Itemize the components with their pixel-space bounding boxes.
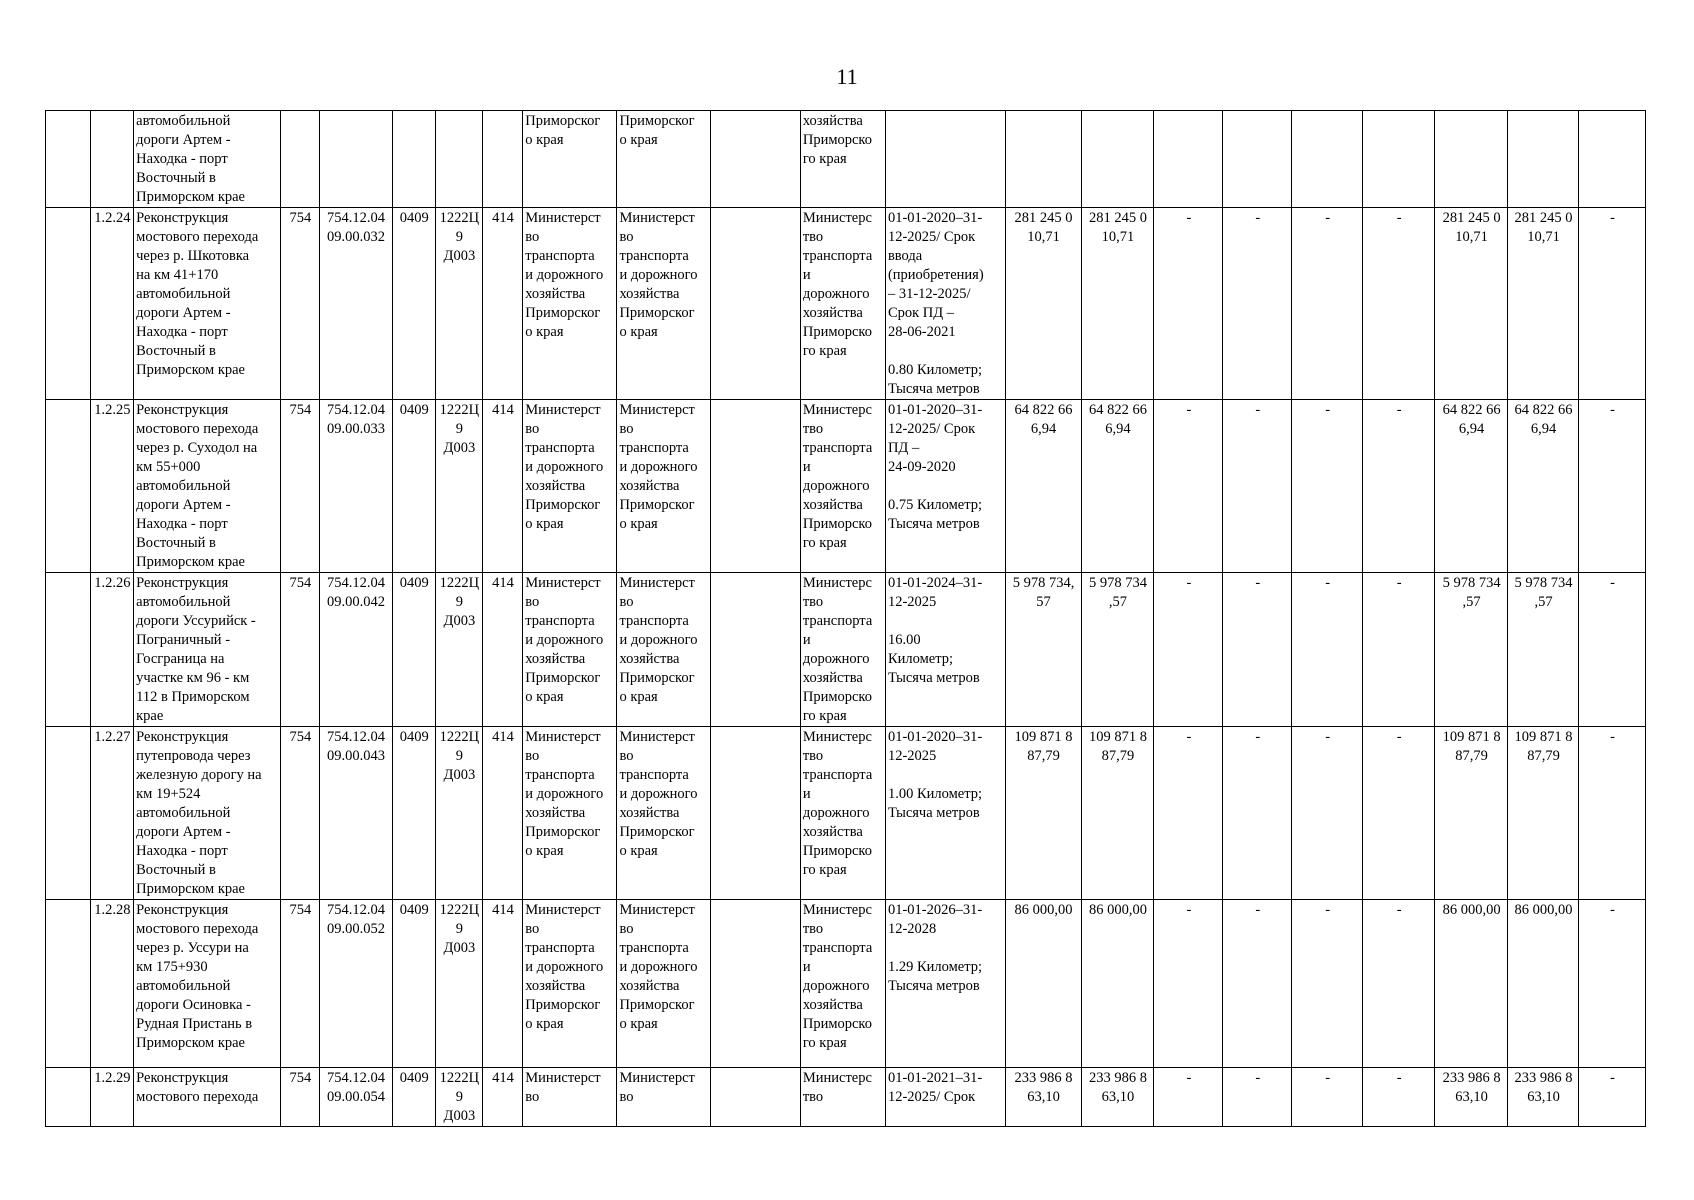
- amount-col-6: -: [1363, 208, 1435, 400]
- amount-col-4: -: [1223, 400, 1292, 573]
- table-row: [46, 573, 1646, 727]
- target-article-code: 1222Ц9 Д003: [436, 900, 483, 1068]
- amount-col-4: -: [1223, 573, 1292, 727]
- amount-col-5: -: [1292, 900, 1363, 1068]
- expense-type-code: 414: [482, 1068, 523, 1127]
- grbs-code: 754: [281, 400, 320, 573]
- amount-regional: 233 986 8 63,10: [1081, 1068, 1154, 1127]
- terms-capacity: 01-01-2020–31- 12-2025/ Срок ввода (приобретения) – 31-12-2025/ Срок ПД – 28-06-2021 0.80 Километр; Тысяча метров: [885, 208, 1005, 400]
- target-article-code: 1222Ц9 Д003: [436, 208, 483, 400]
- section-code: 0409: [392, 573, 436, 727]
- empty-cell: [710, 727, 800, 900]
- empty-cell: [710, 900, 800, 1068]
- empty-cell: [710, 111, 800, 208]
- empty-cell: [710, 208, 800, 400]
- amount-col-3: [1154, 111, 1223, 208]
- amount-regional: 64 822 66 6,94: [1081, 400, 1154, 573]
- owner-org: Министерс тво транспорта и дорожного хозяйства Приморско го края: [800, 727, 885, 900]
- amount-col-5: -: [1292, 400, 1363, 573]
- amount-col-8: 64 822 66 6,94: [1508, 400, 1579, 573]
- customer-org: Министерст во транспорта и дорожного хозяйства Приморског о края: [523, 400, 617, 573]
- grbs-code: 754: [281, 1068, 320, 1127]
- amount-col-3: -: [1154, 573, 1223, 727]
- amount-total: 86 000,00: [1005, 900, 1081, 1068]
- margin-cell: [46, 573, 91, 727]
- customer-org: Приморског о края: [523, 111, 617, 208]
- amount-col-4: [1223, 111, 1292, 208]
- amount-regional: [1081, 111, 1154, 208]
- amount-col-8: 233 986 8 63,10: [1508, 1068, 1579, 1127]
- terms-capacity: 01-01-2021–31- 12-2025/ Срок: [885, 1068, 1005, 1127]
- amount-col-7: 86 000,00: [1435, 900, 1508, 1068]
- amount-col-9: -: [1578, 208, 1645, 400]
- margin-cell: [46, 727, 91, 900]
- owner-org: Министерс тво транспорта и дорожного хозяйства Приморско го края: [800, 400, 885, 573]
- developer-org: Министерст во транспорта и дорожного хозяйства Приморског о края: [617, 400, 710, 573]
- expense-type-code: 414: [482, 727, 523, 900]
- object-name: Реконструкция мостового перехода через р. Уссури на км 175+930 автомобильной дороги Осиновка - Рудная Пристань в Приморском крае: [134, 900, 281, 1068]
- row-number: 1.2.26: [90, 573, 134, 727]
- row-number: 1.2.27: [90, 727, 134, 900]
- amount-col-9: -: [1578, 727, 1645, 900]
- object-code: 754.12.04 09.00.054: [319, 1068, 392, 1127]
- amount-col-6: -: [1363, 727, 1435, 900]
- amount-col-8: 86 000,00: [1508, 900, 1579, 1068]
- amount-col-7: 233 986 8 63,10: [1435, 1068, 1508, 1127]
- target-article-code: 1222Ц9 Д003: [436, 727, 483, 900]
- amount-total: [1005, 111, 1081, 208]
- amount-col-3: -: [1154, 727, 1223, 900]
- page-number: 11: [836, 64, 858, 89]
- empty-cell: [710, 573, 800, 727]
- section-code: 0409: [392, 1068, 436, 1127]
- amount-total: 233 986 8 63,10: [1005, 1068, 1081, 1127]
- amount-col-9: -: [1578, 573, 1645, 727]
- expense-type-code: 414: [482, 900, 523, 1068]
- margin-cell: [46, 208, 91, 400]
- section-code: 0409: [392, 727, 436, 900]
- customer-org: Министерст во транспорта и дорожного хозяйства Приморског о края: [523, 573, 617, 727]
- amount-col-5: -: [1292, 1068, 1363, 1127]
- row-number: 1.2.25: [90, 400, 134, 573]
- empty-cell: [710, 1068, 800, 1127]
- amount-col-8: 281 245 0 10,71: [1508, 208, 1579, 400]
- table-row: [46, 900, 1646, 1068]
- amount-col-3: -: [1154, 1068, 1223, 1127]
- customer-org: Министерст во транспорта и дорожного хозяйства Приморског о края: [523, 727, 617, 900]
- amount-col-8: 5 978 734 ,57: [1508, 573, 1579, 727]
- amount-col-7: 5 978 734 ,57: [1435, 573, 1508, 727]
- amount-col-5: [1292, 111, 1363, 208]
- object-name: автомобильной дороги Артем - Находка - порт Восточный в Приморском крае: [134, 111, 281, 208]
- target-article-code: 1222Ц9 Д003: [436, 573, 483, 727]
- object-code: 754.12.04 09.00.043: [319, 727, 392, 900]
- expense-type-code: 414: [482, 573, 523, 727]
- object-name: Реконструкция автомобильной дороги Уссурийск - Пограничный - Госграница на участке км 96 - км 112 в Приморском крае: [134, 573, 281, 727]
- terms-capacity: 01-01-2024–31- 12-2025 16.00 Километр; Тысяча метров: [885, 573, 1005, 727]
- table-row: [46, 111, 1646, 208]
- amount-regional: 281 245 0 10,71: [1081, 208, 1154, 400]
- section-code: 0409: [392, 208, 436, 400]
- amount-col-8: [1508, 111, 1579, 208]
- amount-col-7: 281 245 0 10,71: [1435, 208, 1508, 400]
- customer-org: Министерст во: [523, 1068, 617, 1127]
- terms-capacity: 01-01-2020–31- 12-2025 1.00 Километр; Тысяча метров: [885, 727, 1005, 900]
- amount-col-6: [1363, 111, 1435, 208]
- owner-org: Министерс тво: [800, 1068, 885, 1127]
- section-code: 0409: [392, 400, 436, 573]
- amount-total: 5 978 734, 57: [1005, 573, 1081, 727]
- owner-org: Министерс тво транспорта и дорожного хозяйства Приморско го края: [800, 208, 885, 400]
- amount-col-3: -: [1154, 208, 1223, 400]
- owner-org: хозяйства Приморско го края: [800, 111, 885, 208]
- customer-org: Министерст во транспорта и дорожного хозяйства Приморског о края: [523, 208, 617, 400]
- object-code: [319, 111, 392, 208]
- grbs-code: 754: [281, 727, 320, 900]
- amount-regional: 5 978 734 ,57: [1081, 573, 1154, 727]
- owner-org: Министерс тво транспорта и дорожного хозяйства Приморско го края: [800, 900, 885, 1068]
- customer-org: Министерст во транспорта и дорожного хозяйства Приморског о края: [523, 900, 617, 1068]
- target-article-code: [436, 111, 483, 208]
- owner-org: Министерс тво транспорта и дорожного хозяйства Приморско го края: [800, 573, 885, 727]
- object-code: 754.12.04 09.00.032: [319, 208, 392, 400]
- margin-cell: [46, 1068, 91, 1127]
- target-article-code: 1222Ц9 Д003: [436, 1068, 483, 1127]
- margin-cell: [46, 900, 91, 1068]
- amount-col-8: 109 871 8 87,79: [1508, 727, 1579, 900]
- empty-cell: [710, 400, 800, 573]
- amount-col-4: -: [1223, 1068, 1292, 1127]
- amount-col-6: -: [1363, 1068, 1435, 1127]
- amount-col-6: -: [1363, 573, 1435, 727]
- object-name: Реконструкция мостового перехода через р. Суходол на км 55+000 автомобильной дороги Артем - Находка - порт Восточный в Приморском крае: [134, 400, 281, 573]
- object-name: Реконструкция мостового перехода: [134, 1068, 281, 1127]
- developer-org: Министерст во транспорта и дорожного хозяйства Приморског о края: [617, 573, 710, 727]
- table-row: [46, 1068, 1646, 1127]
- amount-col-3: -: [1154, 900, 1223, 1068]
- amount-regional: 86 000,00: [1081, 900, 1154, 1068]
- row-number: 1.2.24: [90, 208, 134, 400]
- object-name: Реконструкция мостового перехода через р. Шкотовка на км 41+170 автомобильной дороги Артем - Находка - порт Восточный в Приморском крае: [134, 208, 281, 400]
- developer-org: Министерст во транспорта и дорожного хозяйства Приморског о края: [617, 727, 710, 900]
- grbs-code: 754: [281, 208, 320, 400]
- amount-col-9: [1578, 111, 1645, 208]
- terms-capacity: 01-01-2026–31- 12-2028 1.29 Километр; Тысяча метров: [885, 900, 1005, 1068]
- amount-total: 64 822 66 6,94: [1005, 400, 1081, 573]
- program-table: [45, 110, 1646, 1127]
- amount-col-5: -: [1292, 727, 1363, 900]
- amount-col-7: [1435, 111, 1508, 208]
- expense-type-code: 414: [482, 400, 523, 573]
- developer-org: Министерст во транспорта и дорожного хозяйства Приморског о края: [617, 208, 710, 400]
- table-row: [46, 400, 1646, 573]
- amount-col-9: -: [1578, 1068, 1645, 1127]
- amount-col-9: -: [1578, 400, 1645, 573]
- margin-cell: [46, 400, 91, 573]
- amount-total: 281 245 0 10,71: [1005, 208, 1081, 400]
- amount-col-7: 64 822 66 6,94: [1435, 400, 1508, 573]
- developer-org: Приморског о края: [617, 111, 710, 208]
- amount-col-5: -: [1292, 208, 1363, 400]
- amount-col-5: -: [1292, 573, 1363, 727]
- object-name: Реконструкция путепровода через железную дорогу на км 19+524 автомобильной дороги Артем - Находка - порт Восточный в Приморском крае: [134, 727, 281, 900]
- expense-type-code: [482, 111, 523, 208]
- grbs-code: 754: [281, 573, 320, 727]
- expense-type-code: 414: [482, 208, 523, 400]
- table-row: [46, 208, 1646, 400]
- table-row: [46, 727, 1646, 900]
- margin-cell: [46, 111, 91, 208]
- object-code: 754.12.04 09.00.033: [319, 400, 392, 573]
- amount-col-4: -: [1223, 727, 1292, 900]
- target-article-code: 1222Ц9 Д003: [436, 400, 483, 573]
- grbs-code: 754: [281, 900, 320, 1068]
- amount-col-6: -: [1363, 400, 1435, 573]
- grbs-code: [281, 111, 320, 208]
- terms-capacity: [885, 111, 1005, 208]
- object-code: 754.12.04 09.00.052: [319, 900, 392, 1068]
- amount-col-6: -: [1363, 900, 1435, 1068]
- amount-col-7: 109 871 8 87,79: [1435, 727, 1508, 900]
- terms-capacity: 01-01-2020–31- 12-2025/ Срок ПД – 24-09-2020 0.75 Километр; Тысяча метров: [885, 400, 1005, 573]
- row-number: [90, 111, 134, 208]
- row-number: 1.2.29: [90, 1068, 134, 1127]
- amount-col-4: -: [1223, 208, 1292, 400]
- amount-col-3: -: [1154, 400, 1223, 573]
- object-code: 754.12.04 09.00.042: [319, 573, 392, 727]
- developer-org: Министерст во транспорта и дорожного хозяйства Приморског о края: [617, 900, 710, 1068]
- row-number: 1.2.28: [90, 900, 134, 1068]
- section-code: [392, 111, 436, 208]
- amount-col-9: -: [1578, 900, 1645, 1068]
- amount-col-4: -: [1223, 900, 1292, 1068]
- section-code: 0409: [392, 900, 436, 1068]
- amount-regional: 109 871 8 87,79: [1081, 727, 1154, 900]
- amount-total: 109 871 8 87,79: [1005, 727, 1081, 900]
- developer-org: Министерст во: [617, 1068, 710, 1127]
